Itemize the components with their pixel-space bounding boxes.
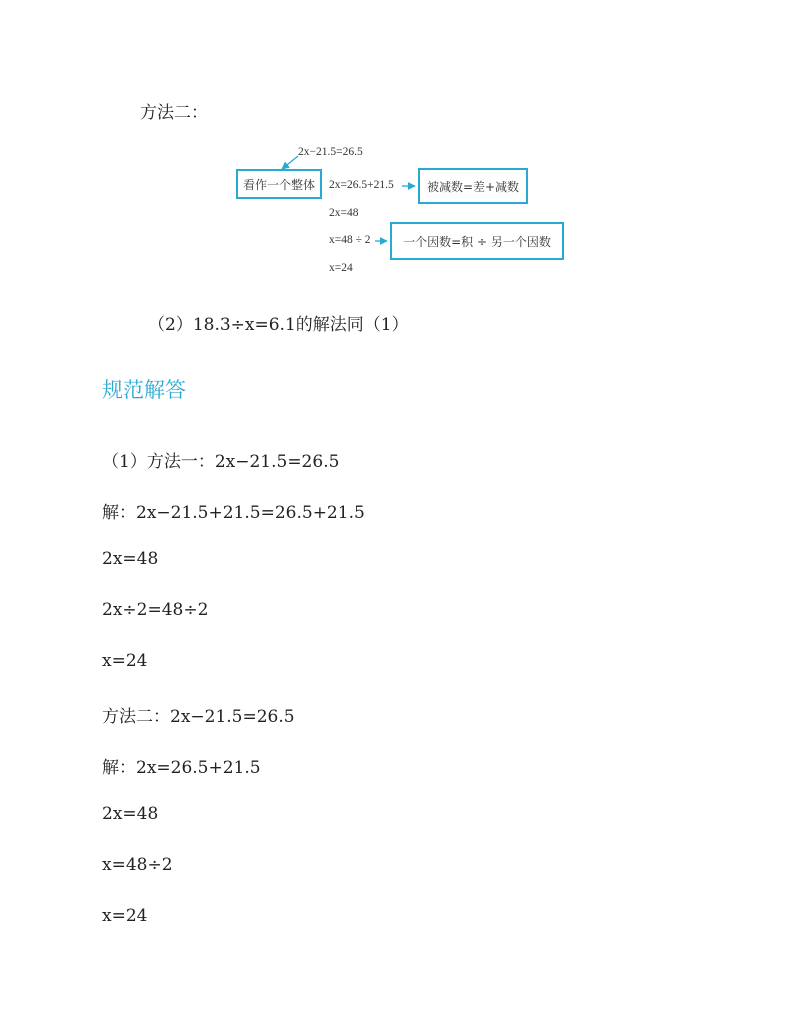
method2-label: 方法二：: [140, 103, 208, 123]
part2-line: （2）18.3÷x=6.1的解法同（1）: [148, 315, 409, 335]
diagram-step4: x=24: [329, 262, 353, 274]
answer-line: 2x=48: [102, 549, 159, 569]
answer-line: x=24: [102, 906, 148, 926]
diagram-equation-top: 2x−21.5=26.5: [298, 146, 363, 158]
answer-line: 解：2x−21.5+21.5=26.5+21.5: [102, 503, 365, 523]
answer-line: 方法二：2x−21.5=26.5: [102, 707, 295, 727]
answer-line: 2x=48: [102, 804, 159, 824]
note-whole-text: 看作一个整体: [242, 177, 315, 192]
answer-line: x=24: [102, 651, 148, 671]
diagram-step1: 2x=26.5+21.5: [329, 179, 394, 191]
note-step3-text: 一个因数=积 ÷ 另一个因数: [403, 234, 551, 249]
answer-line: 2x÷2=48÷2: [102, 600, 209, 620]
note-step1-text: 被减数=差+减数: [426, 179, 520, 194]
answer-heading: 规范解答: [102, 378, 186, 402]
answer-line: （1）方法一：2x−21.5=26.5: [102, 452, 340, 472]
diagram-step2: 2x=48: [329, 207, 359, 219]
arrow-to-whole-note: [282, 156, 298, 169]
diagram-step3: x=48 ÷ 2: [329, 234, 371, 246]
answer-line: x=48÷2: [102, 855, 173, 875]
answer-line: 解：2x=26.5+21.5: [102, 758, 261, 778]
